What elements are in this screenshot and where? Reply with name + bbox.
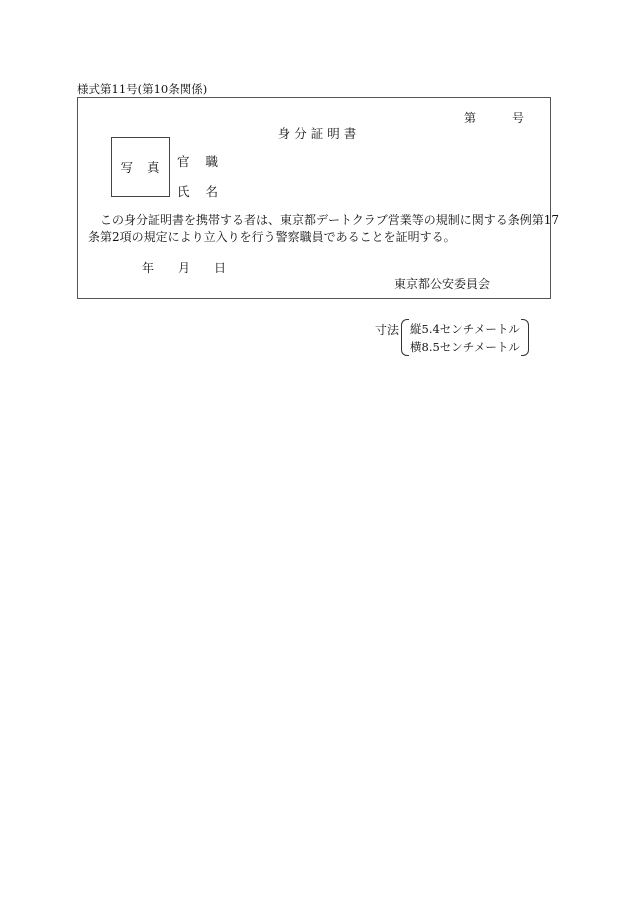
field-position-label: 官 職 — [177, 154, 224, 169]
card-title: 身分証明書 — [277, 126, 361, 141]
date-month-label: 月 — [178, 261, 191, 275]
issuer-name: 東京都公安委員会 — [394, 277, 491, 291]
right-brace — [521, 319, 529, 356]
number-suffix: 号 — [512, 111, 525, 125]
photo-label: 写 真 — [120, 160, 165, 175]
dimension-width: 横8.5センチメートル — [410, 340, 520, 354]
certification-statement — [88, 212, 560, 246]
date-day-label: 日 — [214, 261, 227, 275]
form-number-label: 様式第11号(第10条関係) — [77, 82, 208, 96]
photo-placeholder — [111, 137, 170, 197]
statement-line-2: 条第2項の規定により立入りを行う警察職員であることを証明する。 — [88, 230, 456, 244]
dimensions-label: 寸法 — [375, 323, 400, 337]
issue-date — [142, 259, 226, 276]
field-name-label: 氏 名 — [177, 184, 224, 199]
date-year-label: 年 — [142, 261, 155, 275]
number-prefix: 第 — [464, 111, 477, 125]
left-brace — [401, 319, 409, 356]
statement-line-1: この身分証明書を携帯する者は、東京都デートクラブ営業等の規制に関する条例第17 — [100, 213, 560, 227]
dimension-height: 縦5.4センチメートル — [410, 322, 520, 336]
